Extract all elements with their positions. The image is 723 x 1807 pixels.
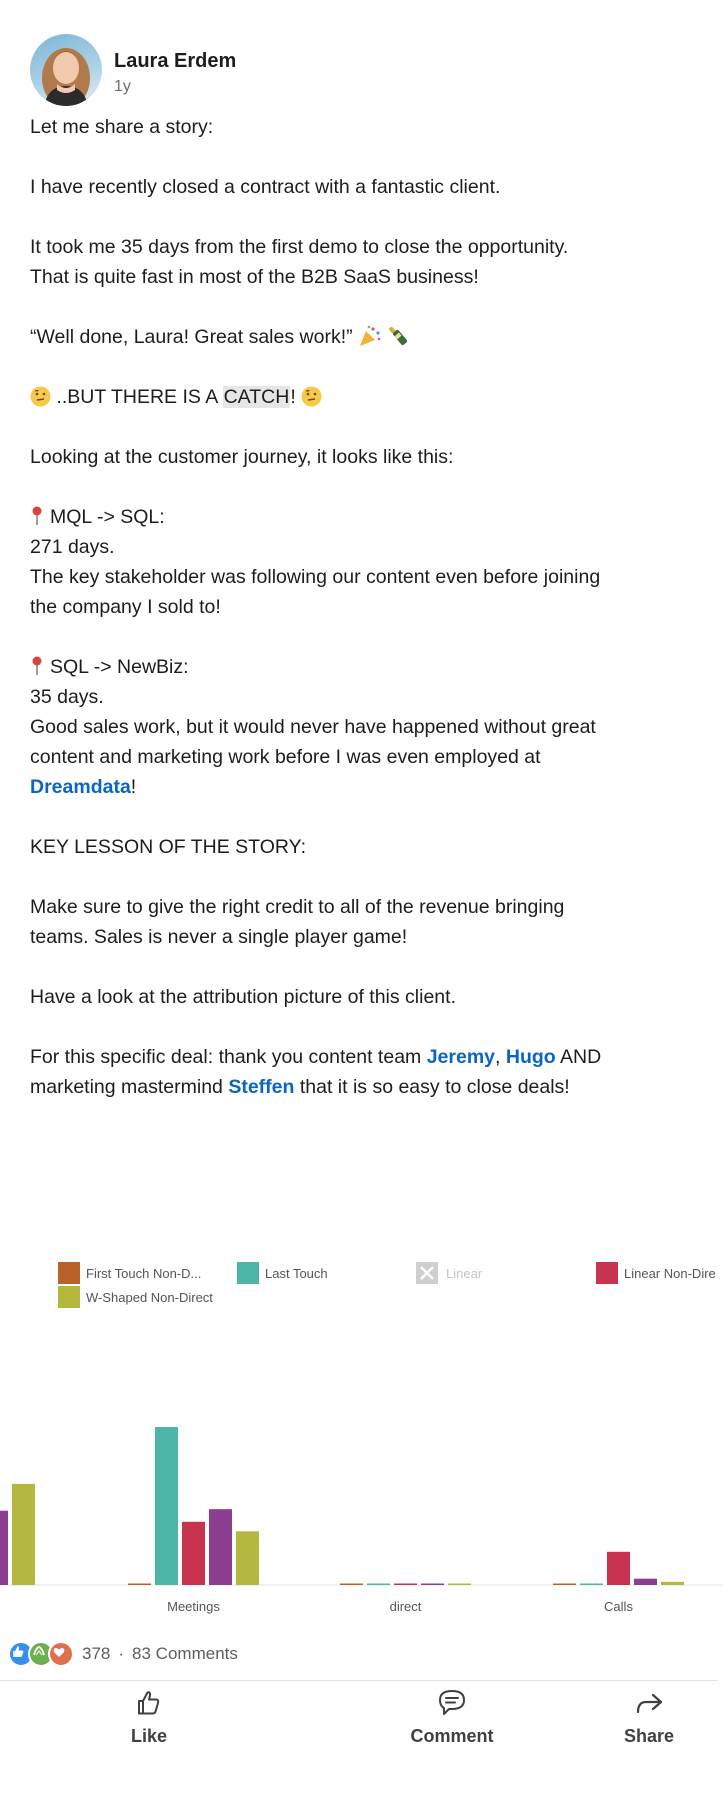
legend-label: Linear Non-Dire xyxy=(624,1266,716,1281)
post-text: , xyxy=(495,1046,506,1068)
post-time: 1y xyxy=(114,78,131,95)
mention-steffen[interactable]: Steffen xyxy=(228,1076,295,1098)
pushpin-icon xyxy=(30,506,44,526)
mention-hugo[interactable]: Hugo xyxy=(505,1046,556,1068)
comment-button[interactable] xyxy=(397,1688,507,1788)
x-tick-label: Meetings xyxy=(167,1599,220,1614)
chart-bar xyxy=(421,1584,444,1586)
chart-bar xyxy=(209,1509,232,1585)
post-header xyxy=(30,34,690,106)
social-counts[interactable] xyxy=(8,1641,238,1667)
thinking-face-icon xyxy=(30,386,51,407)
like-label: Like xyxy=(130,1726,168,1746)
catch-text-prefix: ..BUT THERE IS A xyxy=(51,386,223,408)
chart-bar xyxy=(580,1584,603,1586)
reactions-count[interactable]: 378 xyxy=(82,1644,111,1663)
post-line xyxy=(30,652,690,682)
quote-text: “Well done, Laura! Great sales work!” xyxy=(30,326,353,348)
post-text: ! xyxy=(130,776,137,798)
legend-label: Linear xyxy=(446,1266,483,1281)
party-popper-icon xyxy=(358,325,382,347)
chart-bar xyxy=(155,1427,178,1585)
love-icon xyxy=(48,1641,74,1667)
post-line: teams. Sales is never a single player game! xyxy=(30,926,408,948)
mention-dreamdata[interactable]: Dreamdata xyxy=(30,776,131,798)
post-line: content and marketing work before I was even employed at xyxy=(30,746,541,768)
post-line xyxy=(30,1072,690,1102)
post-line: That is quite fast in most of the B2B SaaS business! xyxy=(30,266,479,288)
post-line: I have recently closed a contract with a fantastic client. xyxy=(30,176,501,198)
post-line: the company I sold to! xyxy=(30,596,221,618)
legend-swatch xyxy=(237,1262,259,1284)
avatar[interactable] xyxy=(30,34,102,106)
chart-bar xyxy=(182,1522,205,1585)
mention-jeremy[interactable]: Jeremy xyxy=(426,1046,496,1068)
share-label: Share xyxy=(623,1726,675,1746)
legend-label: Last Touch xyxy=(265,1266,328,1281)
post-line xyxy=(30,1042,690,1072)
catch-text-suffix: ! xyxy=(290,386,296,408)
x-tick-label: Calls xyxy=(604,1599,633,1614)
post-line: Good sales work, but it would never have happened without great xyxy=(30,716,596,738)
pushpin-icon xyxy=(30,656,44,676)
chart-bar xyxy=(661,1582,684,1585)
share-arrow-icon xyxy=(632,1688,666,1718)
post-text: marketing mastermind xyxy=(30,1076,229,1098)
post-line xyxy=(30,322,690,352)
comment-label: Comment xyxy=(410,1726,494,1746)
attribution-bar-chart xyxy=(0,1240,723,1615)
post-line: The key stakeholder was following our content even before joining xyxy=(30,566,601,588)
post-line xyxy=(30,382,690,412)
chart-bar xyxy=(553,1584,576,1586)
post-line: Let me share a story: xyxy=(30,116,214,138)
legend-swatch xyxy=(58,1286,80,1308)
comments-count[interactable]: 83 Comments xyxy=(132,1644,238,1663)
divider xyxy=(0,1680,718,1681)
thinking-face-icon xyxy=(301,386,322,407)
chart-bar xyxy=(12,1484,35,1585)
post-text: For this specific deal: thank you content team xyxy=(30,1046,427,1068)
post-line: Have a look at the attribution picture of this client. xyxy=(30,986,456,1008)
chart-bar xyxy=(634,1579,657,1585)
chart-bar xyxy=(367,1584,390,1586)
post-line: Looking at the customer journey, it looks like this: xyxy=(30,446,454,468)
legend-swatch xyxy=(58,1262,80,1284)
thumbs-up-icon xyxy=(134,1688,164,1718)
share-button[interactable] xyxy=(614,1688,684,1788)
post-line: 35 days. xyxy=(30,686,104,708)
chart-bar xyxy=(236,1531,259,1585)
champagne-bottle-icon xyxy=(387,325,409,347)
post-line: 271 days. xyxy=(30,536,115,558)
legend-label: W-Shaped Non-Direct xyxy=(86,1290,213,1305)
chart-bar xyxy=(394,1584,417,1586)
comment-icon xyxy=(435,1688,469,1718)
post-line: It took me 35 days from the first demo to close the opportunity. xyxy=(30,236,569,258)
chart-bar xyxy=(607,1552,630,1585)
author-name[interactable]: Laura Erdem xyxy=(114,50,237,72)
legend-swatch xyxy=(596,1262,618,1284)
x-tick-label: direct xyxy=(389,1599,422,1614)
legend-label: First Touch Non-D... xyxy=(86,1266,202,1281)
post-line: Make sure to give the right credit to all of the revenue bringing xyxy=(30,896,565,918)
attribution-chart-image[interactable] xyxy=(0,1240,723,1615)
separator-dot: · xyxy=(118,1644,125,1663)
post-text: that it is so easy to close deals! xyxy=(294,1076,570,1098)
post-text: AND xyxy=(555,1046,602,1068)
chart-bar xyxy=(0,1511,8,1585)
catch-highlight: CATCH xyxy=(223,386,290,408)
like-button[interactable] xyxy=(114,1688,184,1788)
post-line: KEY LESSON OF THE STORY: xyxy=(30,836,306,858)
chart-bar xyxy=(340,1584,363,1586)
chart-bar xyxy=(448,1584,471,1586)
post-line xyxy=(30,772,690,802)
chart-bar xyxy=(128,1584,151,1586)
post-line xyxy=(30,502,690,532)
stage-label: SQL -> NewBiz: xyxy=(50,656,189,678)
post-body xyxy=(30,112,690,1132)
stage-label: MQL -> SQL: xyxy=(50,506,165,528)
